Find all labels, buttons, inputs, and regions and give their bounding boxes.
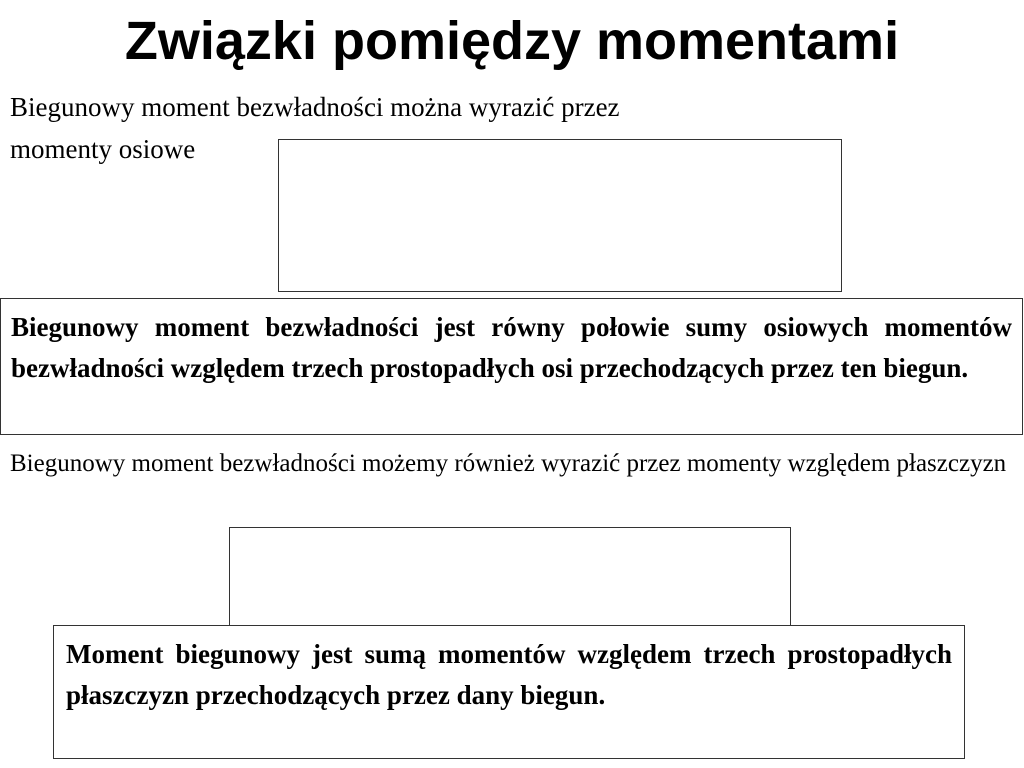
planes-paragraph: Biegunowy moment bezwładności możemy również wyrazić przez momenty względem płaszczyzn [10,450,1007,477]
theorem-box-planes [53,625,965,759]
theorem-box-axial [0,298,1023,435]
slide-title: Związki pomiędzy momentami [124,11,900,71]
intro-line-1: Biegunowy moment bezwładności można wyrazić przez [10,92,620,122]
intro-line-2: momenty osiowe [10,134,196,164]
theorem-text-axial: Biegunowy moment bezwładności jest równy połowie sumy osiowych momentów bezwładności względem trzech prostopadłych osi przechodzących przez ten biegun. [11,312,1012,383]
formula-box-axial [278,139,842,292]
formula-box-planes [229,527,791,626]
theorem-text-planes: Moment biegunowy jest sumą momentów względem trzech prostopadłych płaszczyzn przechodzących przez dany biegun. [66,639,952,710]
